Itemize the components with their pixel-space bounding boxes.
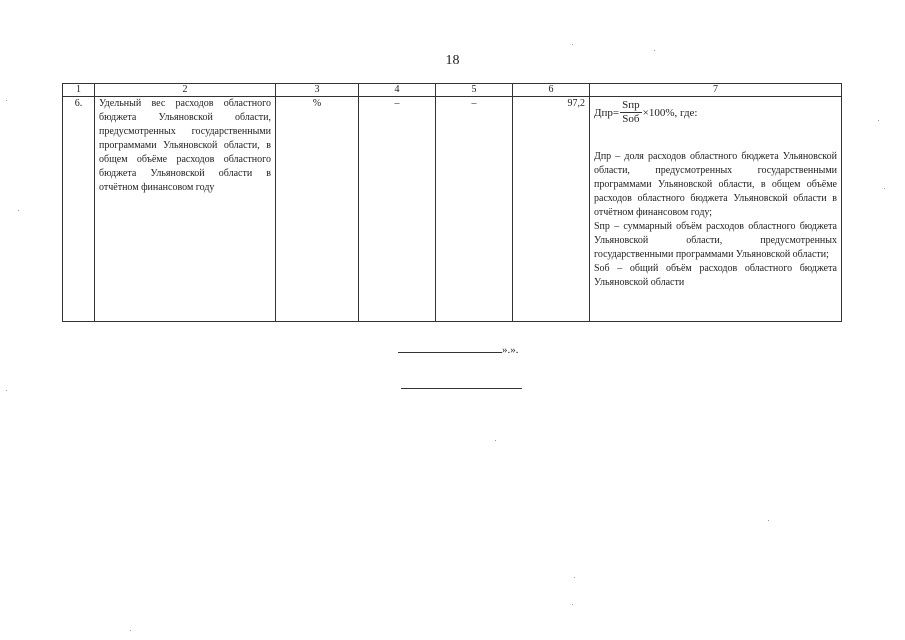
scan-speck <box>768 520 769 521</box>
scan-speck <box>18 210 19 211</box>
scan-speck <box>878 120 879 121</box>
indicator-name: Удельный вес расходов областного бюджета Ульяновской области, предусмотренных государственными программами Ульяновской области, в общем объёме расходов областного бюджета Ульяновской области в отчётном финансовом году <box>95 97 276 322</box>
scan-speck <box>574 577 575 578</box>
col-header-3: 3 <box>276 84 359 97</box>
signature-line <box>398 343 502 353</box>
col-header-2: 2 <box>95 84 276 97</box>
scan-speck <box>6 390 7 391</box>
formula-denominator: Sоб <box>622 113 640 125</box>
col5-cell: – <box>436 97 513 322</box>
table-row <box>63 97 842 322</box>
formula-fraction <box>620 99 642 126</box>
formula-numerator: Sпр <box>622 99 640 111</box>
scan-speck <box>654 50 655 51</box>
scan-speck <box>495 440 496 441</box>
unit-cell: % <box>276 97 359 322</box>
closing-mark <box>398 343 519 356</box>
scan-speck <box>6 100 7 101</box>
page-number: 18 <box>445 53 460 68</box>
formula-legend <box>594 150 837 290</box>
value-cell: 97,2 <box>513 97 590 322</box>
col-header-4: 4 <box>359 84 436 97</box>
col4-cell: – <box>359 97 436 322</box>
formula <box>594 99 837 126</box>
scan-speck <box>130 630 131 631</box>
legend-item: Дпр – доля расходов областного бюджета Ульяновской области, предусмотренных государственными программами Ульяновской области, в общем объёме расходов областного бюджета Ульяновской области в отчётном финансовом году; <box>594 151 837 218</box>
col-header-6: 6 <box>513 84 590 97</box>
formula-rhs: ×100%, где: <box>642 106 698 119</box>
scan-speck <box>884 188 885 189</box>
scan-speck <box>572 44 573 45</box>
indicator-table <box>62 83 842 322</box>
row-number: 6. <box>63 97 95 322</box>
method-cell <box>590 97 842 322</box>
col-header-7: 7 <box>590 84 842 97</box>
col-header-5: 5 <box>436 84 513 97</box>
legend-item: Sоб – общий объём расходов областного бюджета Ульяновской области <box>594 263 837 288</box>
closing-quote: ».». <box>502 344 519 356</box>
legend-item: Sпр – суммарный объём расходов областного бюджета Ульяновской области, предусмотренных государственными программами Ульяновской области; <box>594 221 837 260</box>
end-separator-line <box>401 388 522 389</box>
header-row <box>63 84 842 97</box>
scan-speck <box>572 604 573 605</box>
formula-lhs: Дпр= <box>594 106 620 119</box>
col-header-1: 1 <box>63 84 95 97</box>
